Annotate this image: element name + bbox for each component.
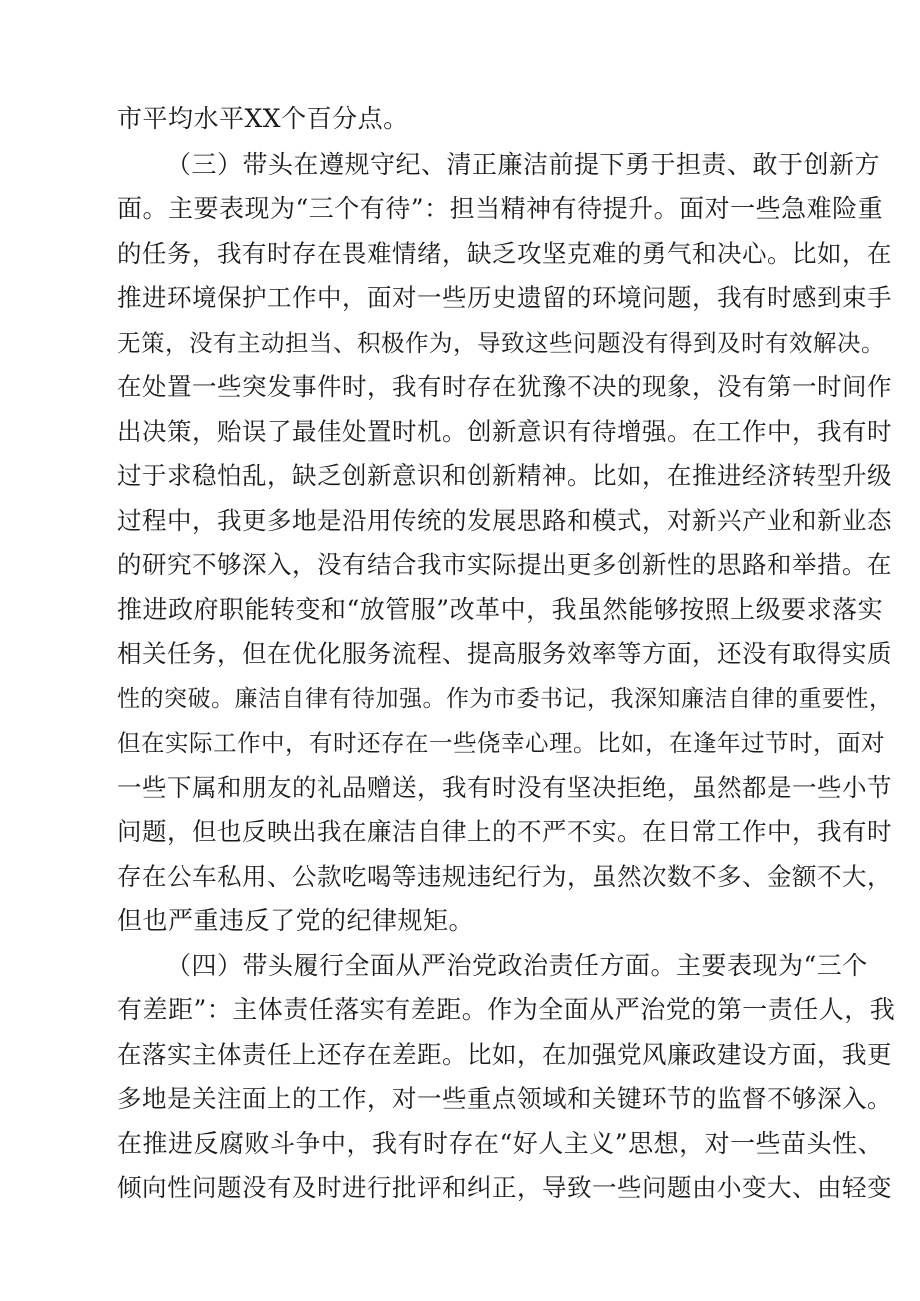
text-line-8: 出决策，贻误了最佳处置时机。创新意识有待增强。在工作中，我有时 <box>117 417 892 446</box>
text-line-17: 问题，但也反映出我在廉洁自律上的不严不实。在日常工作中，我有时 <box>117 817 892 846</box>
text-line-24: 在推进反腐败斗争中，我有时存在“好人主义”思想，对一些苗头性、 <box>117 1129 884 1158</box>
text-line-6: 无策，没有主动担当、积极作为，导致这些问题没有得到及时有效解决。 <box>117 329 885 357</box>
text-line-18: 存在公车私用、公款吃喝等违规违纪行为，虽然次数不多、金额不大， <box>117 862 892 891</box>
text-line-5: 推进环境保护工作中，面对一些历史遗留的环境问题，我有时感到束手 <box>117 283 892 312</box>
text-line-13: 相关任务，但在优化服务流程、提高服务效率等方面，还没有取得实质 <box>117 639 892 668</box>
text-line-16: 一些下属和朋友的礼品赠送，我有时没有坚决拒绝，虽然都是一些小节 <box>117 773 892 802</box>
text-line-12: 推进政府职能转变和“放管服”改革中，我虽然能够按照上级要求落实 <box>117 595 884 624</box>
text-line-21: 有差距”：主体责任落实有差距。作为全面从严治党的第一责任人，我 <box>117 995 896 1024</box>
text-line-3: 面。主要表现为“三个有待”：担当精神有待提升。面对一些急难险重 <box>117 194 884 223</box>
text-line-23: 多地是关注面上的工作，对一些重点领域和关键环节的监督不够深入。 <box>117 1084 892 1113</box>
text-line-15: 但在实际工作中，有时还存在一些侥幸心理。比如，在逢年过节时，面对 <box>117 729 885 757</box>
text-line-2: （三）带头在遵规守纪、清正廉洁前提下勇于担责、敢于创新方 <box>166 150 881 179</box>
text-line-25: 倾向性问题没有及时进行批评和纠正，导致一些问题由小变大、由轻变 <box>117 1173 892 1202</box>
text-line-4: 的任务，我有时存在畏难情绪，缺乏攻坚克难的勇气和决心。比如，在 <box>117 239 892 268</box>
text-line-9: 过于求稳怕乱，缺乏创新意识和创新精神。比如，在推进经济转型升级 <box>117 461 892 490</box>
text-line-20: （四）带头履行全面从严治党政治责任方面。主要表现为“三个 <box>166 951 868 980</box>
text-line-10: 过程中，我更多地是沿用传统的发展思路和模式，对新兴产业和新业态 <box>117 506 892 535</box>
text-line-1: 市平均水平XX个百分点。 <box>117 104 409 133</box>
text-line-11: 的研究不够深入，没有结合我市实际提出更多创新性的思路和举措。在 <box>117 550 892 579</box>
text-line-7: 在处置一些突发事件时，我有时存在犹豫不决的现象，没有第一时间作 <box>117 372 892 401</box>
text-line-22: 在落实主体责任上还存在差距。比如，在加强党风廉政建设方面，我更 <box>117 1040 892 1069</box>
text-line-19: 但也严重违反了党的纪律规矩。 <box>117 906 475 935</box>
text-line-14: 性的突破。廉洁自律有待加强。作为市委书记，我深知廉洁自律的重要性， <box>117 686 893 712</box>
